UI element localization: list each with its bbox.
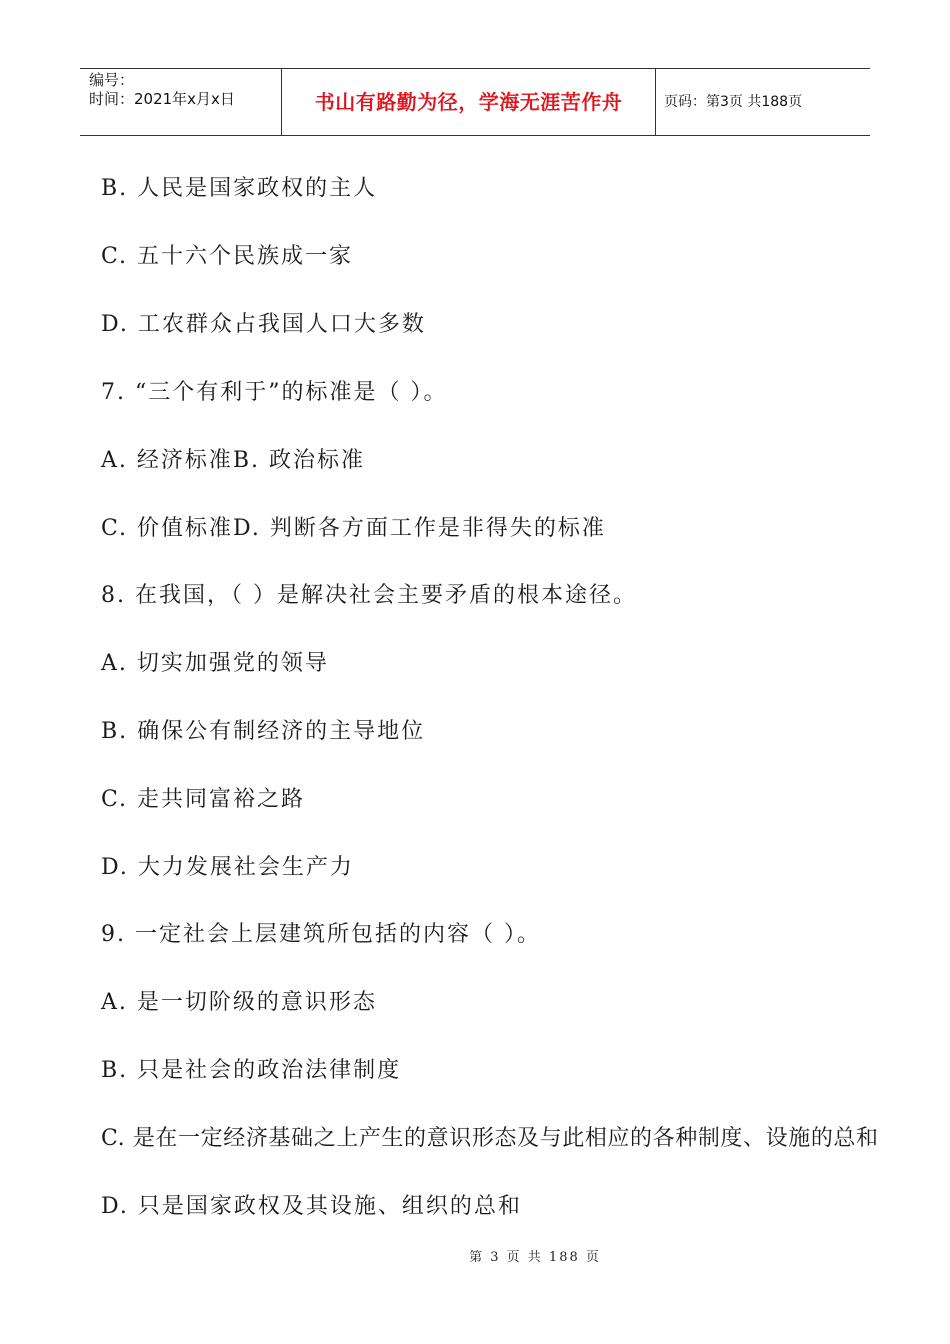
- option-line: B. 人民是国家政权的主人: [101, 176, 378, 201]
- time-label: 时间：2021年x月x日: [89, 90, 235, 108]
- header-meta-cell: [80, 69, 282, 135]
- option-line: C. 是在一定经济基础之上产生的意识形态及与此相应的各种制度、设施的总和: [101, 1126, 879, 1151]
- question-line: 8. 在我国，（ ）是解决社会主要矛盾的根本途径。: [101, 583, 637, 608]
- option-line: D. 只是国家政权及其设施、组织的总和: [101, 1194, 522, 1219]
- option-line: B. 确保公有制经济的主导地位: [101, 719, 426, 744]
- header-page-info: 页码：第3页 共188页: [664, 94, 803, 110]
- option-line: C. 五十六个民族成一家: [101, 244, 354, 269]
- option-line: B. 只是社会的政治法律制度: [101, 1058, 402, 1083]
- option-line: A. 是一切阶级的意识形态: [101, 990, 377, 1015]
- number-label: 编号：: [89, 71, 135, 89]
- option-line: C. 走共同富裕之路: [101, 787, 306, 812]
- question-line: 7. “三个有利于”的标准是（ ）。: [101, 380, 448, 405]
- option-line: D. 大力发展社会生产力: [101, 855, 354, 880]
- option-line: A. 切实加强党的领导: [101, 651, 329, 676]
- question-line: 9. 一定社会上层建筑所包括的内容（ ）。: [101, 922, 541, 947]
- page-header: [80, 68, 870, 136]
- header-motto: 书山有路勤为径，学海无涯苦作舟: [282, 69, 656, 135]
- option-line: D. 工农群众占我国人口大多数: [101, 312, 426, 337]
- option-line: A. 经济标准B. 政治标准: [101, 448, 366, 473]
- option-line: C. 价值标准D. 判断各方面工作是非得失的标准: [101, 516, 606, 541]
- page-footer: 第 3 页 共 188 页: [469, 1250, 601, 1265]
